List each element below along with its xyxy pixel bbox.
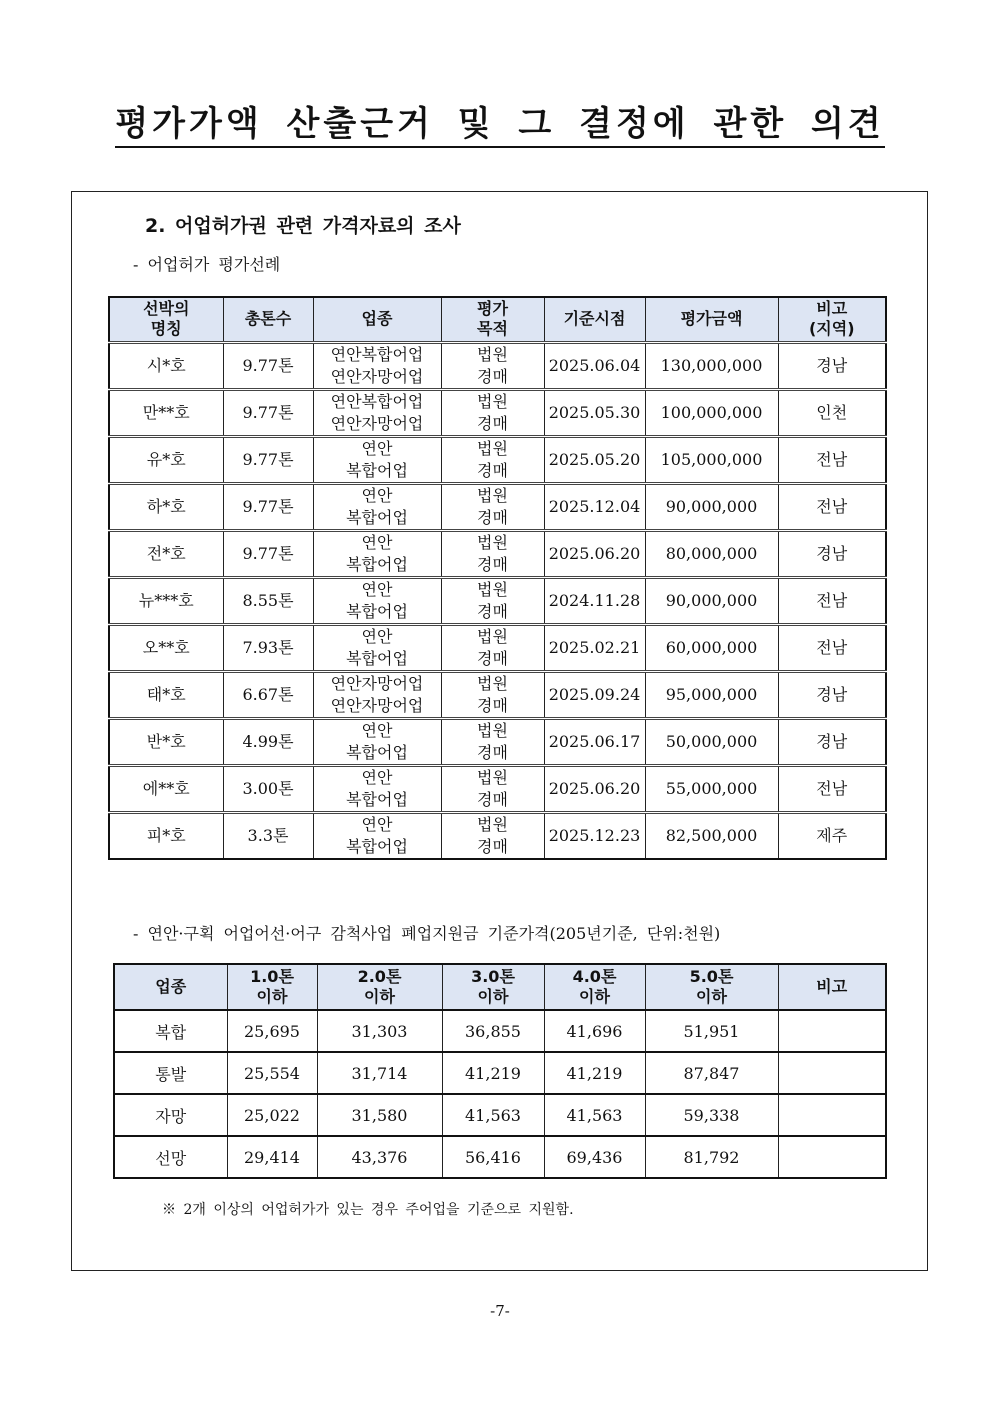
tonnage-cell xyxy=(223,765,313,812)
table-row xyxy=(109,342,886,389)
header-line: 명칭 xyxy=(150,319,182,339)
business-type-cell-line: 복합어업 xyxy=(346,460,408,480)
purpose-cell xyxy=(441,530,544,577)
rate-5t-cell-line: 51,951 xyxy=(683,1021,740,1041)
tonnage-cell-line: 9.77톤 xyxy=(242,402,294,422)
purpose-cell-line: 법원 xyxy=(477,814,508,834)
rate-5t-cell-line: 87,847 xyxy=(683,1063,740,1083)
base-date-cell-line: 2025.02.21 xyxy=(548,637,641,657)
table-row xyxy=(114,1010,886,1052)
purpose-cell-line: 경매 xyxy=(477,366,508,386)
header-line: 업종 xyxy=(155,977,187,996)
ship-name-cell xyxy=(109,436,223,483)
appraisal-cases-table xyxy=(108,296,887,860)
header-rate-5t xyxy=(645,964,778,1010)
business-type-cell-line: 연안자망어업 xyxy=(330,673,424,693)
ship-name-cell-line: 뉴***호 xyxy=(138,590,194,610)
tonnage-cell xyxy=(223,671,313,718)
region-cell xyxy=(778,577,886,624)
ship-name-cell-line: 반*호 xyxy=(146,731,186,751)
base-date-cell-line: 2025.06.17 xyxy=(548,731,641,751)
region-cell xyxy=(778,389,886,436)
amount-cell xyxy=(645,389,778,436)
business-type-cell-line: 연안 xyxy=(361,438,393,458)
table-row xyxy=(114,1094,886,1136)
region-cell-line: 전남 xyxy=(816,637,848,657)
rate-1t-cell xyxy=(227,1010,317,1052)
purpose-cell-line: 경매 xyxy=(477,601,508,621)
header-ship-name xyxy=(109,297,223,342)
region-cell-line: 제주 xyxy=(816,825,848,845)
rate-4t-cell-line: 41,219 xyxy=(566,1063,623,1083)
purpose-cell-line: 법원 xyxy=(477,344,508,364)
purpose-cell-line: 경매 xyxy=(477,695,508,715)
tonnage-cell xyxy=(223,624,313,671)
amount-cell xyxy=(645,812,778,859)
tonnage-cell-line: 9.77톤 xyxy=(242,449,294,469)
table-row xyxy=(109,718,886,765)
amount-cell-line: 130,000,000 xyxy=(660,355,763,375)
amount-cell-line: 60,000,000 xyxy=(665,637,758,657)
business-type-cell xyxy=(313,483,441,530)
rate-1t-cell-line: 25,022 xyxy=(244,1105,300,1125)
tonnage-cell-line: 3.3톤 xyxy=(247,825,289,845)
header-rate-1t xyxy=(227,964,317,1010)
tonnage-cell xyxy=(223,812,313,859)
base-date-cell xyxy=(544,765,645,812)
ship-name-cell-line: 오**호 xyxy=(142,637,190,657)
tonnage-cell-line: 9.77톤 xyxy=(242,496,294,516)
region-cell xyxy=(778,530,886,577)
business-type-cell-line: 복합어업 xyxy=(346,601,408,621)
base-date-cell xyxy=(544,624,645,671)
business-type-cell xyxy=(313,577,441,624)
amount-cell-line: 50,000,000 xyxy=(665,731,758,751)
rate-remarks-cell xyxy=(778,1052,886,1094)
ship-name-cell xyxy=(109,812,223,859)
purpose-cell-line: 경매 xyxy=(477,836,508,856)
tonnage-cell xyxy=(223,436,313,483)
ship-name-cell-line: 에**호 xyxy=(142,778,190,798)
header-amount xyxy=(645,297,778,342)
header-line: 2.0톤 xyxy=(357,967,402,986)
header-line: 이하 xyxy=(364,987,395,1006)
base-date-cell-line: 2025.06.20 xyxy=(548,543,641,563)
rate-4t-cell-line: 69,436 xyxy=(566,1147,623,1167)
header-tonnage xyxy=(223,297,313,342)
amount-cell xyxy=(645,577,778,624)
amount-cell xyxy=(645,718,778,765)
purpose-cell xyxy=(441,718,544,765)
rate-4t-cell-line: 41,696 xyxy=(566,1021,623,1041)
rate-1t-cell-line: 29,414 xyxy=(244,1147,300,1167)
base-date-cell xyxy=(544,389,645,436)
rate-type-cell-line: 통발 xyxy=(155,1064,187,1084)
cases-header-row xyxy=(109,297,886,342)
header-line: 이하 xyxy=(579,987,610,1006)
base-date-cell xyxy=(544,483,645,530)
ship-name-cell xyxy=(109,671,223,718)
amount-cell-line: 55,000,000 xyxy=(665,778,758,798)
amount-cell-line: 95,000,000 xyxy=(665,684,758,704)
ship-name-cell-line: 만**호 xyxy=(142,402,190,422)
rate-type-cell xyxy=(114,1052,227,1094)
business-type-cell-line: 연안 xyxy=(361,814,393,834)
base-date-cell-line: 2025.05.20 xyxy=(548,449,641,469)
rate-4t-cell-line: 41,563 xyxy=(566,1105,623,1125)
rate-2t-cell xyxy=(317,1010,442,1052)
header-line: (지역) xyxy=(808,319,855,339)
ship-name-cell xyxy=(109,483,223,530)
amount-cell xyxy=(645,530,778,577)
purpose-cell-line: 법원 xyxy=(477,532,508,552)
page-title xyxy=(0,96,1000,145)
rate-3t-cell-line: 36,855 xyxy=(465,1021,521,1041)
table-row xyxy=(109,765,886,812)
amount-cell xyxy=(645,483,778,530)
amount-cell-line: 82,500,000 xyxy=(665,825,758,845)
page-number: -7- xyxy=(490,1302,510,1320)
rate-3t-cell xyxy=(442,1094,544,1136)
tonnage-cell xyxy=(223,577,313,624)
subheading-cases: - 어업허가 평가선례 xyxy=(133,255,281,274)
base-date-cell-line: 2024.11.28 xyxy=(548,590,641,610)
base-date-cell-line: 2025.05.30 xyxy=(548,402,641,422)
base-date-cell-line: 2025.12.23 xyxy=(548,825,641,845)
header-line: 1.0톤 xyxy=(250,967,294,986)
region-cell xyxy=(778,624,886,671)
business-type-cell-line: 복합어업 xyxy=(346,742,408,762)
business-type-cell xyxy=(313,389,441,436)
purpose-cell-line: 법원 xyxy=(477,626,508,646)
business-type-cell-line: 연안 xyxy=(361,532,393,552)
business-type-cell-line: 연안 xyxy=(361,579,393,599)
ship-name-cell xyxy=(109,389,223,436)
purpose-cell-line: 법원 xyxy=(477,767,508,787)
rate-1t-cell xyxy=(227,1052,317,1094)
business-type-cell-line: 연안 xyxy=(361,767,393,787)
business-type-cell-line: 연안자망어업 xyxy=(330,366,424,386)
business-type-cell-line: 연안복합어업 xyxy=(330,344,424,364)
header-line: 총톤수 xyxy=(244,309,292,329)
table-row xyxy=(109,389,886,436)
rate-5t-cell xyxy=(645,1136,778,1178)
table-row xyxy=(109,436,886,483)
ship-name-cell xyxy=(109,765,223,812)
header-line: 이하 xyxy=(696,987,727,1006)
rate-3t-cell-line: 41,219 xyxy=(465,1063,521,1083)
business-type-cell-line: 복합어업 xyxy=(346,789,408,809)
header-line: 이하 xyxy=(256,987,288,1006)
header-rate-4t xyxy=(544,964,645,1010)
base-date-cell xyxy=(544,530,645,577)
header-business-type xyxy=(313,297,441,342)
rate-type-cell xyxy=(114,1094,227,1136)
rate-4t-cell xyxy=(544,1010,645,1052)
base-date-cell xyxy=(544,577,645,624)
purpose-cell-line: 법원 xyxy=(477,673,508,693)
table-row xyxy=(109,624,886,671)
ship-name-cell-line: 유*호 xyxy=(146,449,186,469)
header-rate-3t xyxy=(442,964,544,1010)
amount-cell xyxy=(645,624,778,671)
amount-cell xyxy=(645,436,778,483)
rate-3t-cell xyxy=(442,1052,544,1094)
region-cell-line: 전남 xyxy=(816,449,848,469)
amount-cell xyxy=(645,671,778,718)
region-cell xyxy=(778,812,886,859)
region-cell-line: 전남 xyxy=(816,590,848,610)
business-type-cell xyxy=(313,718,441,765)
rate-2t-cell-line: 31,714 xyxy=(351,1063,408,1083)
business-type-cell xyxy=(313,530,441,577)
header-line: 4.0톤 xyxy=(572,967,617,986)
ship-name-cell-line: 전*호 xyxy=(146,543,186,563)
rate-4t-cell xyxy=(544,1094,645,1136)
ship-name-cell xyxy=(109,718,223,765)
base-date-cell-line: 2025.09.24 xyxy=(548,684,641,704)
rate-2t-cell-line: 31,303 xyxy=(351,1021,408,1041)
purpose-cell xyxy=(441,342,544,389)
purpose-cell-line: 경매 xyxy=(477,554,508,574)
rate-1t-cell-line: 25,695 xyxy=(244,1021,300,1041)
business-type-cell xyxy=(313,436,441,483)
rate-5t-cell-line: 81,792 xyxy=(683,1147,740,1167)
rates-header-row xyxy=(114,964,886,1010)
purpose-cell-line: 경매 xyxy=(477,413,508,433)
tonnage-cell xyxy=(223,483,313,530)
header-line: 평가 xyxy=(477,299,508,319)
rate-type-cell-line: 복합 xyxy=(155,1022,187,1042)
ship-name-cell-line: 하*호 xyxy=(146,496,186,516)
tonnage-cell xyxy=(223,389,313,436)
rate-remarks-cell xyxy=(778,1010,886,1052)
tonnage-cell-line: 7.93톤 xyxy=(242,637,294,657)
region-cell xyxy=(778,342,886,389)
region-cell-line: 경남 xyxy=(816,684,848,704)
purpose-cell-line: 법원 xyxy=(477,391,508,411)
ship-name-cell xyxy=(109,530,223,577)
rate-2t-cell-line: 43,376 xyxy=(351,1147,408,1167)
table-row xyxy=(109,671,886,718)
header-rate-remarks xyxy=(778,964,886,1010)
purpose-cell xyxy=(441,624,544,671)
table-row xyxy=(109,577,886,624)
tonnage-cell xyxy=(223,718,313,765)
rate-type-cell-line: 자망 xyxy=(155,1106,187,1126)
business-type-cell-line: 연안자망어업 xyxy=(330,413,424,433)
rate-type-cell xyxy=(114,1010,227,1052)
region-cell-line: 전남 xyxy=(816,496,848,516)
rate-2t-cell xyxy=(317,1094,442,1136)
subheading-rates: - 연안·구획 어업어선·어구 감척사업 폐업지원금 기준가격(205년기준, 단위:천원) xyxy=(133,924,721,943)
rate-3t-cell xyxy=(442,1010,544,1052)
business-type-cell-line: 복합어업 xyxy=(346,507,408,527)
purpose-cell xyxy=(441,812,544,859)
header-line: 기준시점 xyxy=(563,309,626,329)
tonnage-cell-line: 6.67톤 xyxy=(242,684,294,704)
purpose-cell-line: 법원 xyxy=(477,438,508,458)
ship-name-cell-line: 피*호 xyxy=(146,825,186,845)
base-date-cell xyxy=(544,342,645,389)
tonnage-cell-line: 9.77톤 xyxy=(242,355,294,375)
region-cell-line: 경남 xyxy=(816,731,848,751)
amount-cell-line: 105,000,000 xyxy=(660,449,763,469)
rate-remarks-cell xyxy=(778,1094,886,1136)
purpose-cell-line: 경매 xyxy=(477,507,508,527)
table-row xyxy=(114,1136,886,1178)
amount-cell-line: 80,000,000 xyxy=(665,543,758,563)
tonnage-cell-line: 8.55톤 xyxy=(242,590,294,610)
purpose-cell-line: 경매 xyxy=(477,742,508,762)
business-type-cell xyxy=(313,765,441,812)
table-row xyxy=(109,812,886,859)
purpose-cell-line: 경매 xyxy=(477,789,508,809)
rate-3t-cell-line: 56,416 xyxy=(465,1147,521,1167)
purpose-cell-line: 법원 xyxy=(477,720,508,740)
page-title-text: 평가가액 산출근거 및 그 결정에 관한 의견 xyxy=(115,104,884,148)
base-date-cell xyxy=(544,718,645,765)
header-rate-type xyxy=(114,964,227,1010)
header-rate-2t xyxy=(317,964,442,1010)
purpose-cell xyxy=(441,389,544,436)
region-cell xyxy=(778,671,886,718)
region-cell xyxy=(778,765,886,812)
ship-name-cell-line: 시*호 xyxy=(146,355,186,375)
rate-type-cell xyxy=(114,1136,227,1178)
business-type-cell xyxy=(313,812,441,859)
tonnage-cell xyxy=(223,530,313,577)
amount-cell xyxy=(645,765,778,812)
ship-name-cell xyxy=(109,342,223,389)
rate-4t-cell xyxy=(544,1136,645,1178)
purpose-cell-line: 경매 xyxy=(477,460,508,480)
purpose-cell xyxy=(441,483,544,530)
region-cell-line: 인천 xyxy=(816,402,848,422)
amount-cell-line: 100,000,000 xyxy=(660,402,763,422)
amount-cell-line: 90,000,000 xyxy=(665,590,758,610)
rate-1t-cell xyxy=(227,1136,317,1178)
header-line: 선박의 xyxy=(143,299,190,319)
rate-2t-cell xyxy=(317,1136,442,1178)
amount-cell-line: 90,000,000 xyxy=(665,496,758,516)
header-line: 업종 xyxy=(361,309,393,329)
rate-5t-cell xyxy=(645,1094,778,1136)
business-type-cell-line: 연안복합어업 xyxy=(330,391,424,411)
purpose-cell xyxy=(441,436,544,483)
region-cell-line: 전남 xyxy=(816,778,848,798)
rate-type-cell-line: 선망 xyxy=(155,1148,187,1168)
purpose-cell xyxy=(441,671,544,718)
header-line: 평가금액 xyxy=(680,309,743,329)
rate-4t-cell xyxy=(544,1052,645,1094)
rate-3t-cell-line: 41,563 xyxy=(465,1105,521,1125)
rate-2t-cell-line: 31,580 xyxy=(351,1105,408,1125)
footnote: ※ 2개 이상의 어업허가가 있는 경우 주어업을 기준으로 지원함. xyxy=(162,1202,574,1218)
ship-name-cell xyxy=(109,577,223,624)
purpose-cell xyxy=(441,765,544,812)
region-cell-line: 경남 xyxy=(816,543,848,563)
header-line: 3.0톤 xyxy=(471,967,515,986)
purpose-cell-line: 법원 xyxy=(477,485,508,505)
business-type-cell xyxy=(313,342,441,389)
tonnage-cell-line: 4.99톤 xyxy=(242,731,294,751)
base-date-cell-line: 2025.06.04 xyxy=(548,355,641,375)
business-type-cell xyxy=(313,624,441,671)
header-line: 목적 xyxy=(477,319,508,339)
table-row xyxy=(109,483,886,530)
header-line: 비고 xyxy=(816,299,848,319)
base-date-cell xyxy=(544,671,645,718)
rate-3t-cell xyxy=(442,1136,544,1178)
region-cell xyxy=(778,483,886,530)
tonnage-cell-line: 3.00톤 xyxy=(242,778,294,798)
rate-5t-cell xyxy=(645,1052,778,1094)
business-type-cell-line: 연안 xyxy=(361,485,393,505)
base-date-cell-line: 2025.12.04 xyxy=(548,496,641,516)
rate-1t-cell-line: 25,554 xyxy=(244,1063,300,1083)
tonnage-cell-line: 9.77톤 xyxy=(242,543,294,563)
rate-remarks-cell xyxy=(778,1136,886,1178)
ship-name-cell xyxy=(109,624,223,671)
base-date-cell xyxy=(544,436,645,483)
ship-name-cell-line: 태*호 xyxy=(146,684,186,704)
table-row xyxy=(114,1052,886,1094)
amount-cell xyxy=(645,342,778,389)
region-cell-line: 경남 xyxy=(816,355,848,375)
base-date-cell xyxy=(544,812,645,859)
tonnage-cell xyxy=(223,342,313,389)
table-row xyxy=(109,530,886,577)
rate-2t-cell xyxy=(317,1052,442,1094)
header-line: 비고 xyxy=(816,977,848,996)
closure-subsidy-table xyxy=(113,963,887,1179)
business-type-cell-line: 복합어업 xyxy=(346,554,408,574)
base-date-cell-line: 2025.06.20 xyxy=(548,778,641,798)
business-type-cell-line: 연안 xyxy=(361,626,393,646)
purpose-cell xyxy=(441,577,544,624)
business-type-cell-line: 복합어업 xyxy=(346,648,408,668)
header-line: 이하 xyxy=(477,987,509,1006)
business-type-cell-line: 연안 xyxy=(361,720,393,740)
header-remarks xyxy=(778,297,886,342)
purpose-cell-line: 경매 xyxy=(477,648,508,668)
purpose-cell-line: 법원 xyxy=(477,579,508,599)
header-base-date xyxy=(544,297,645,342)
region-cell xyxy=(778,436,886,483)
rate-5t-cell xyxy=(645,1010,778,1052)
header-line: 5.0톤 xyxy=(689,967,734,986)
section-heading: 2. 어업허가권 관련 가격자료의 조사 xyxy=(145,215,461,237)
header-purpose xyxy=(441,297,544,342)
business-type-cell-line: 연안자망어업 xyxy=(330,695,424,715)
rate-1t-cell xyxy=(227,1094,317,1136)
region-cell xyxy=(778,718,886,765)
business-type-cell xyxy=(313,671,441,718)
rate-5t-cell-line: 59,338 xyxy=(683,1105,740,1125)
business-type-cell-line: 복합어업 xyxy=(346,836,408,856)
